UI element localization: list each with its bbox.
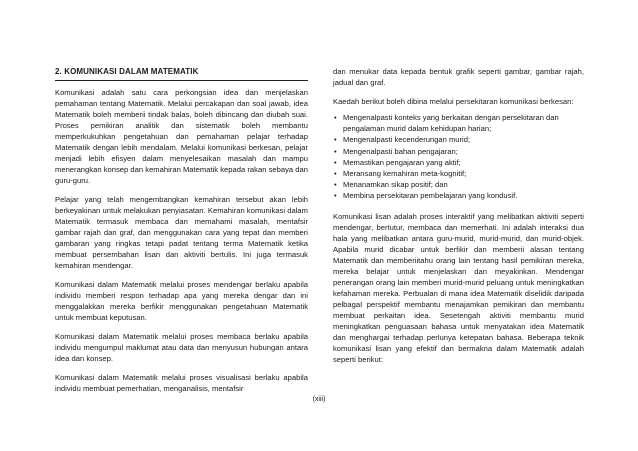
methods-list (333, 112, 584, 202)
bullet-icon: • (334, 157, 337, 167)
paragraph-reading: Komunikasi dalam Matematik melalui proses membaca berlaku apabila individu mengumpul maklumat atau data dan menyusun hubungan antara idea dan konsep. (55, 332, 308, 363)
list-item: • Membina persekitaran pembelajaran yang kondusif. (334, 191, 518, 201)
section-heading: 2. KOMUNIKASI DALAM MATEMATIK (55, 66, 308, 81)
right-column (333, 66, 584, 373)
bullet-icon: • (334, 169, 337, 179)
paragraph-listening: Komunikasi dalam Matematik melalui proses mendengar berlaku apabila individu memberi respon terhadap apa yang mereka dengar dan ini menggalakkan mereka berfikir menggunakan pengetahuan Matematik untuk membuat keputusan. (55, 280, 308, 322)
paragraph-intro: Komunikasi adalah satu cara perkongsian idea dan menjelaskan pemahaman tentang Matematik. Melalui percakapan dan soal jawab, idea Matematik boleh memberii tindak balas, boleh dibincang dan diubah suai. Proses pemikiran analitik dan sistematik boleh membantu memperkukuhkan pengetahuan dan pemahaman pelajar terhadap Matematik dengan lebih mendalam. Melalui komunikasi berkesan, pelajar menjadi lebih efisyen dalam menyelesaikan masalah dan mampu menerangkan konsep dan kemahiran Matematik kepada rakan sebaya dan guru-guru. (55, 88, 308, 185)
list-item: • Memastikan pengajaran yang aktif; (334, 157, 461, 167)
bullet-icon: • (334, 113, 337, 122)
paragraph-visualisation: Komunikasi dalam Matematik melalui proses visualisasi berlaku apabila individu membuat pemerhatian, menganalisis, mentafsir (55, 373, 308, 393)
bullet-icon: • (334, 191, 337, 201)
list-item: • Meransang kemahiran meta-kognitif; (334, 169, 467, 179)
page-number: (xiii) (312, 396, 326, 403)
paragraph-skills: Pelajar yang telah mengembangkan kemahiran tersebut akan lebih berkeyakinan untuk melakukan penyiasatan. Kemahiran komunikasi dalam Matematik termasuk membaca dan memahami masalah, mentafsir gambar rajah dan graf, dan menggunakan cara yang tepat dan memberi gambaran yang ringkas tetapi padat tentang terma Matematik ketika membuat persembahan lisan dan aktiviti bertulis. Ini juga termasuk kemahiran mendengar. (55, 195, 308, 270)
left-column (55, 66, 308, 402)
list-item: • Mengenalpasti konteks yang berkaitan dengan persekitaran dan pengalaman murid dalam kehidupan harian; (334, 113, 559, 134)
bullet-icon: • (334, 146, 337, 156)
paragraph-oral-communication: Komunikasi lisan adalah proses interaktif yang melibatkan aktiviti seperti mendengar, bertutur, membaca dan memerhati. Ini adalah interaksi dua hala yang melibatkan antara guru-murid, murid-murid, dan murid-objek. Apabila murid dicabar untuk berfikir dan memberii alasan tentang Matematik dan memberiitahu orang lain tentang hasil pemikiran mereka, mereka belajar untuk menjelaskan dan meyakinkan. Mendengar penerangan orang lain memberi murid-murid peluang untuk meningkatkan kefahaman mereka. Perbualan di mana idea Matematik diselidik daripada pelbagaI perspektif membantu menajamkan pemikiran dan membantu membuat perkaitan idea. Sesetengah aktiviti membantu murid meningkatkan penguasaan bahasa untuk menyatakan idea Matematik dan menghargai terhadap perlunya ketepatan bahasa. Beberapa teknik komunikasi lisan yang efektif dan bermakna dalam Matematik adalah seperti berikut: (333, 211, 584, 364)
paragraph-methods-intro: Kaedah berikut boleh dibina melalui persekitaran komunikasi berkesan: (333, 97, 574, 106)
paragraph-continuation: dan menukar data kepada bentuk grafik seperti gambar, gambar rajah, jadual dan graf. (333, 67, 584, 87)
list-item: • Mengenalpasti bahan pengajaran; (334, 146, 458, 156)
bullet-icon: • (334, 135, 337, 145)
bullet-icon: • (334, 180, 337, 190)
list-item: • Menanamkan sikap positif; dan (334, 180, 448, 190)
list-item: • Mengenalpasti kecenderungan murid; (334, 135, 471, 145)
